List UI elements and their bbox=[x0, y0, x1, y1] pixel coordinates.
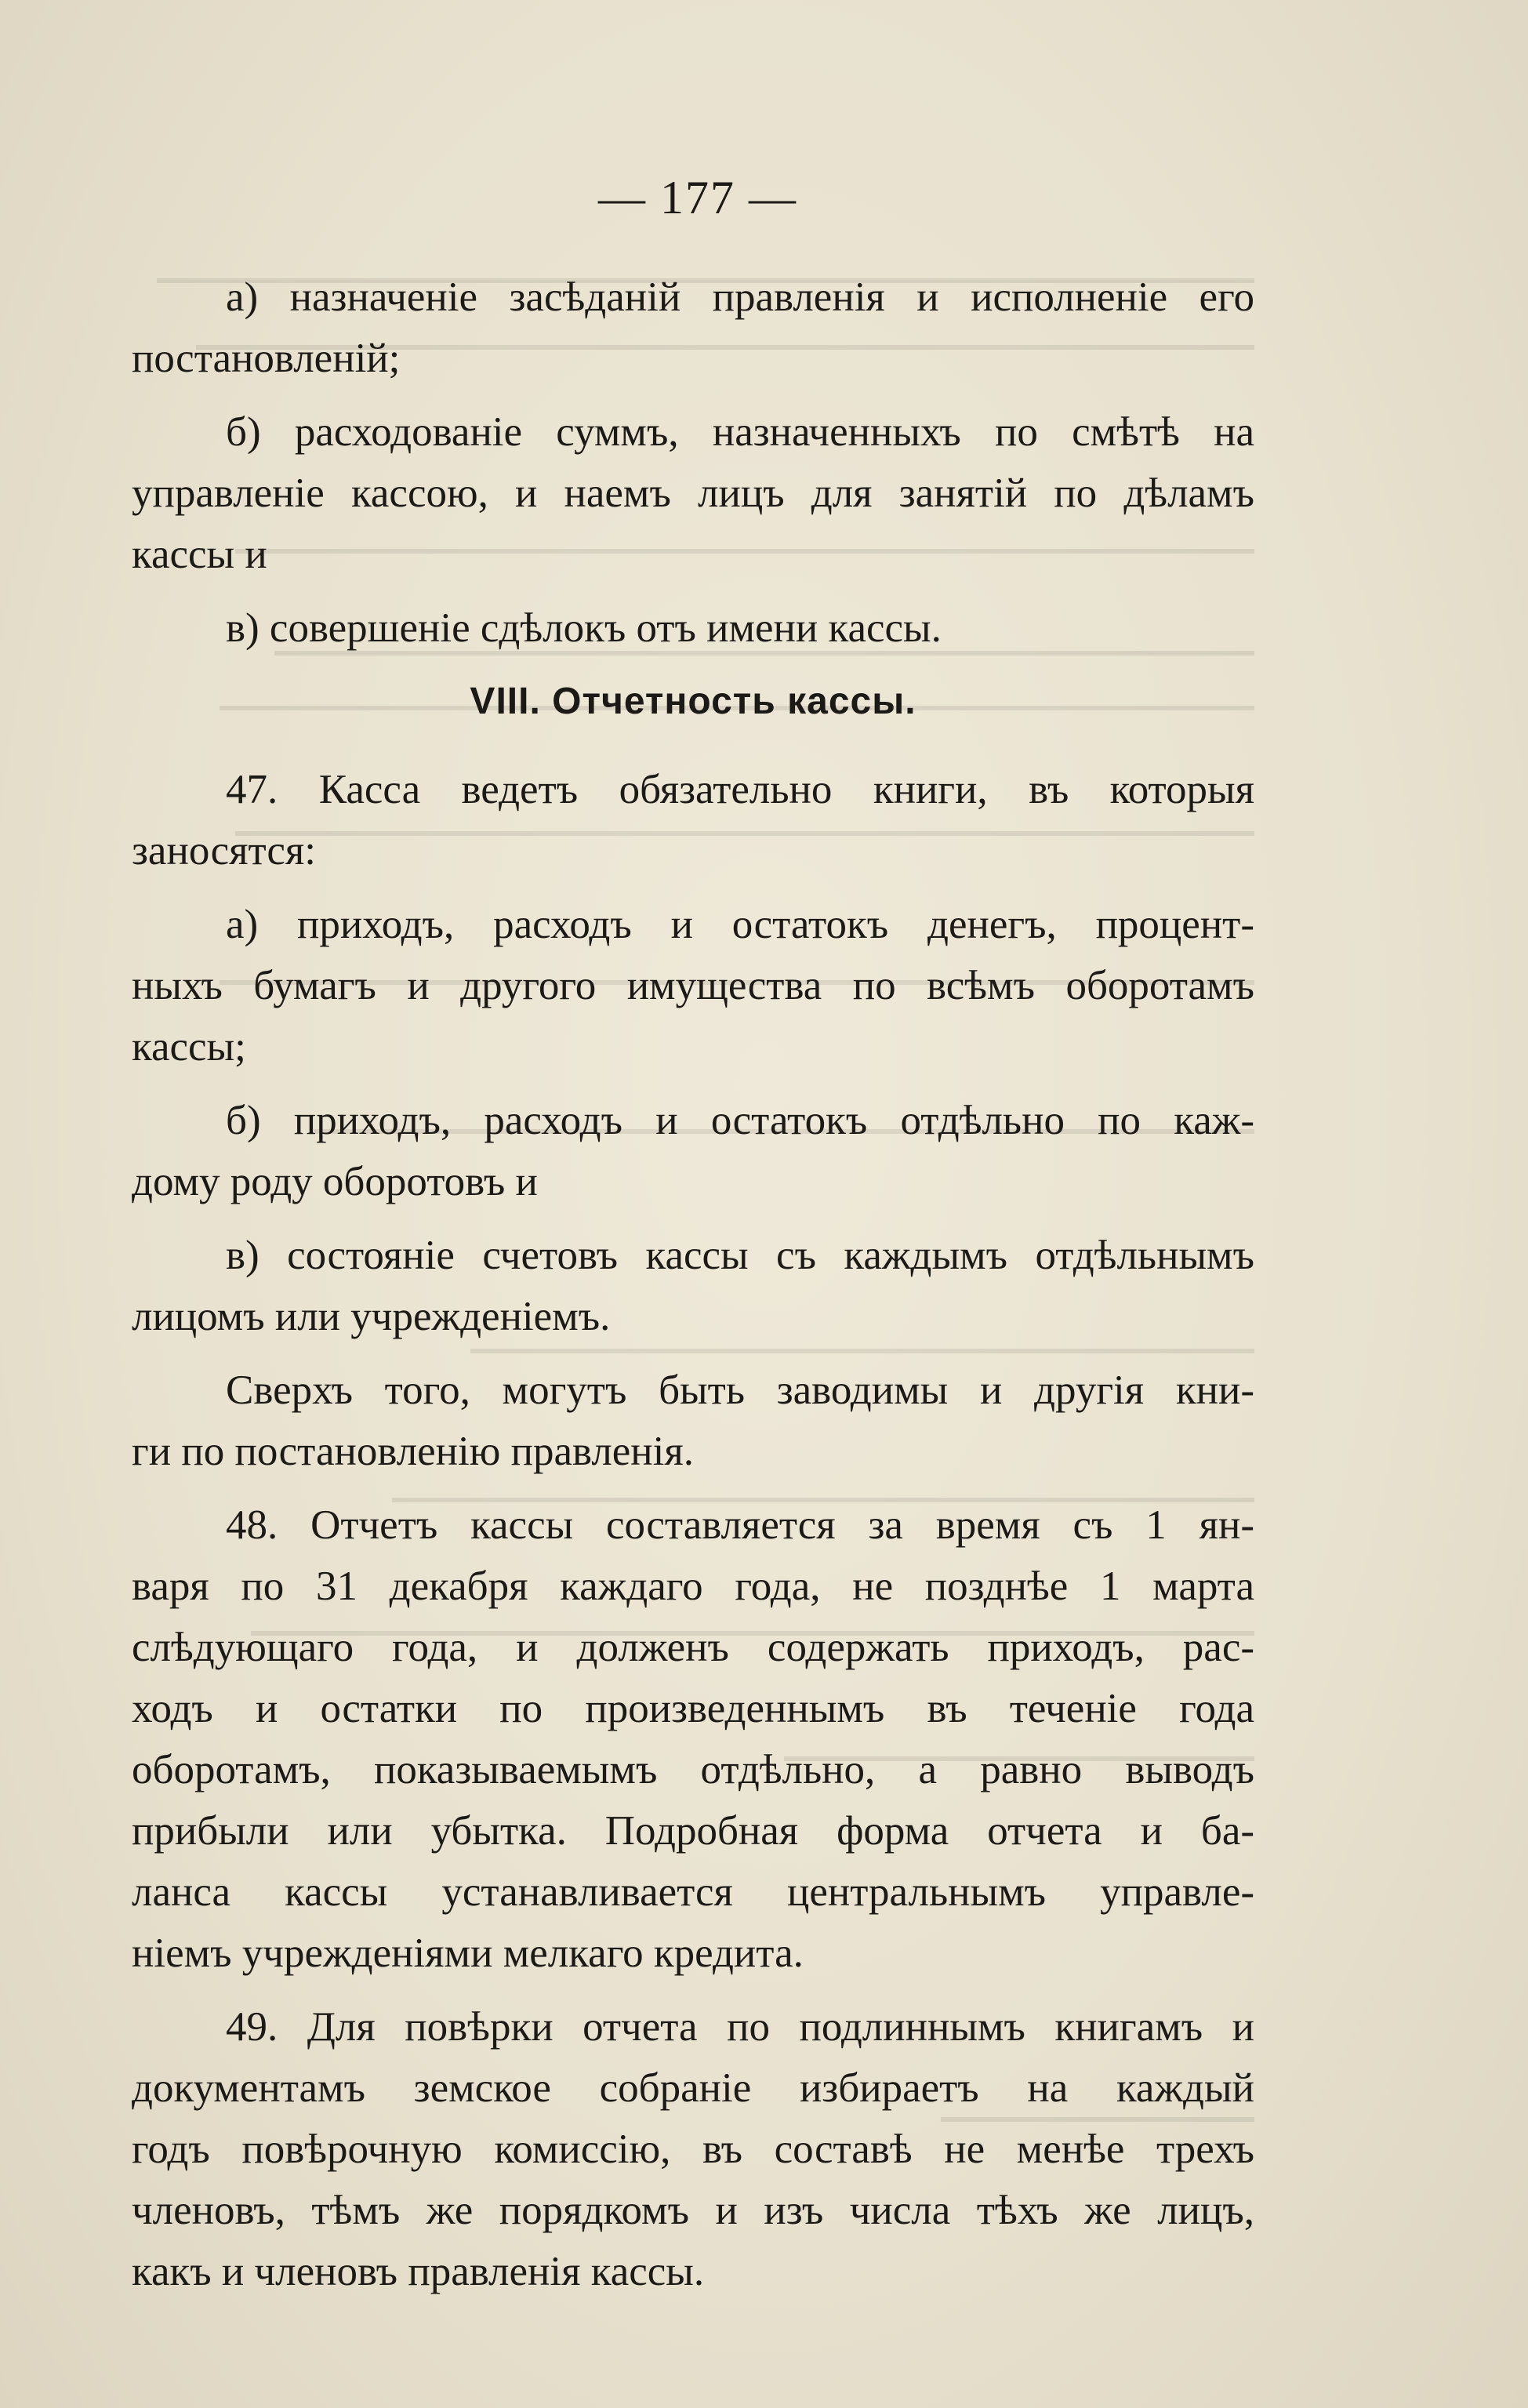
text-line: ныхъ бумагъ и другого имущества по всѣмъ оборотамъ bbox=[132, 963, 1254, 1008]
text-line: кассы и bbox=[132, 532, 267, 577]
text-line: постановленій; bbox=[132, 336, 401, 381]
text-line: 47. Касса ведетъ обязательно книги, въ которыя bbox=[226, 767, 1254, 812]
text-line: ніемъ учрежденіями мелкаго кредита. bbox=[132, 1930, 804, 1976]
text-line: а) назначеніе засѣданій правленія и исполненіе его bbox=[226, 274, 1254, 320]
text-line: лицомъ или учрежденіемъ. bbox=[132, 1294, 611, 1339]
text-line: ланса кассы устанавливается центральнымъ управле- bbox=[132, 1869, 1254, 1915]
text-line: заносятся: bbox=[132, 828, 316, 873]
text-line: ходъ и остатки по произведеннымъ въ теченіе года bbox=[132, 1686, 1254, 1731]
text-line: оборотамъ, показываемымъ отдѣльно, а равно выводъ bbox=[132, 1747, 1254, 1792]
paragraph-block-lower bbox=[132, 759, 1254, 2302]
text-line: а) приходъ, расходъ и остатокъ денегъ, процент- bbox=[226, 902, 1254, 947]
text-line: документамъ земское собраніе избираетъ на каждый bbox=[132, 2065, 1254, 2111]
text-line: в) совершеніе сдѣлокъ отъ имени кассы. bbox=[226, 605, 942, 651]
section-heading: VIII. Отчетность кассы. bbox=[470, 681, 916, 722]
body-text bbox=[132, 267, 1254, 2302]
text-line: прибыли или убытка. Подробная форма отчета и ба- bbox=[132, 1808, 1254, 1854]
paragraph-block-upper bbox=[132, 267, 1254, 659]
text-line: б) расходованіе суммъ, назначенныхъ по смѣтѣ на bbox=[226, 409, 1254, 455]
text-line: какъ и членовъ правленія кассы. bbox=[132, 2249, 705, 2294]
page-number: — 177 — bbox=[598, 172, 797, 223]
text-line: дому роду оборотовъ и bbox=[132, 1159, 538, 1204]
text-line: Сверхъ того, могутъ быть заводимы и другія кни- bbox=[226, 1367, 1254, 1413]
text-line: слѣдующаго года, и долженъ содержать приходъ, рас- bbox=[132, 1625, 1254, 1670]
text-line: членовъ, тѣмъ же порядкомъ и изъ числа тѣхъ же лицъ, bbox=[132, 2188, 1254, 2233]
text-line: б) приходъ, расходъ и остатокъ отдѣльно по каж- bbox=[226, 1098, 1254, 1143]
text-line: в) состояніе счетовъ кассы съ каждымъ отдѣльнымъ bbox=[226, 1233, 1254, 1278]
text-line: ги по постановленію правленія. bbox=[132, 1429, 695, 1474]
text-line: годъ повѣрочную комиссію, въ составѣ не менѣе трехъ bbox=[132, 2127, 1254, 2172]
text-line: 48. Отчетъ кассы составляется за время съ 1 ян- bbox=[226, 1502, 1254, 1548]
text-line: кассы; bbox=[132, 1024, 246, 1070]
text-line: 49. Для повѣрки отчета по подлиннымъ книгамъ и bbox=[226, 2004, 1254, 2050]
text-line: варя по 31 декабря каждаго года, не позднѣе 1 марта bbox=[132, 1564, 1254, 1609]
text-line: управленіе кассою, и наемъ лицъ для занятій по дѣламъ bbox=[132, 470, 1254, 516]
